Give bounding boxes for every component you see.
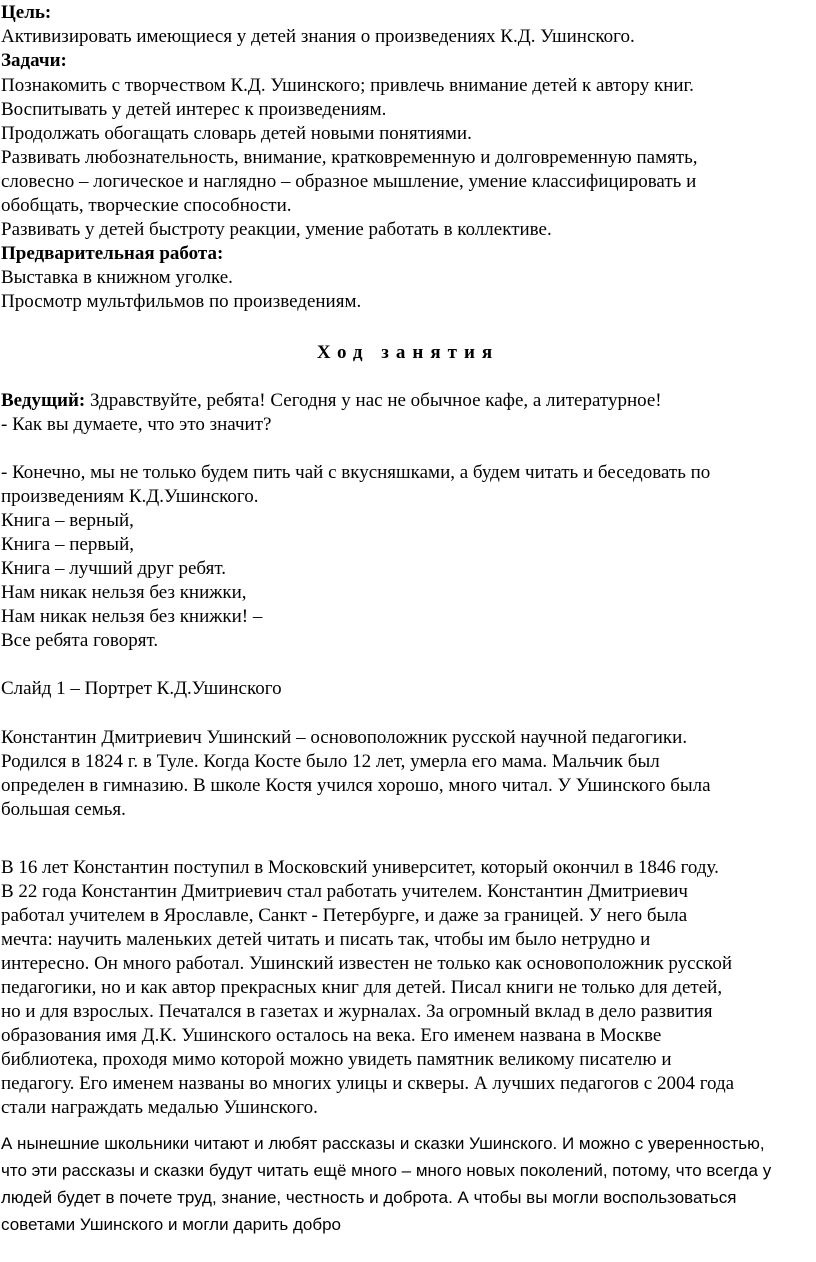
bio-line: определен в гимназию. В школе Костя учился хорошо, много читал. У Ушинского была [1, 775, 711, 796]
prep-heading: Предварительная работа: [1, 243, 224, 264]
poem-line: Книга – лучший друг ребят. [1, 558, 226, 579]
poem-line: Книга – первый, [1, 534, 134, 555]
poem-line: Все ребята говорят. [1, 630, 159, 651]
bio-line: Константин Дмитриевич Ушинский – основоположник русской научной педагогики. [1, 727, 688, 748]
prep-line: Просмотр мультфильмов по произведениям. [1, 291, 362, 312]
task-line: Познакомить с творчеством К.Д. Ушинского; привлечь внимание детей к автору книг. [1, 75, 694, 96]
task-line: словесно – логическое и наглядно – образное мышление, умение классифицировать и [1, 171, 697, 192]
bio-line: Родился в 1824 г. в Туле. Когда Косте было 12 лет, умерла его мама. Мальчик был [1, 751, 660, 772]
bio-line: В 16 лет Константин поступил в Московский университет, который окончил в 1846 году. [1, 857, 719, 878]
poem-line: Нам никак нельзя без книжки, [1, 582, 247, 603]
bio-line: работал учителем в Ярославле, Санкт - Петербурге, и даже за границей. У него была [1, 905, 688, 926]
bio-line: образования имя Д.К. Ушинского осталось на века. Его именем названа в Москве [1, 1025, 662, 1046]
bio-line: но и для взрослых. Печатался в газетах и журналах. За огромный вклад в дело развития [1, 1001, 713, 1022]
bio-line: педагогу. Его именем названы во многих улицы и скверы. А лучших педагогов с 2004 года [1, 1073, 735, 1094]
poem-line: Книга – верный, [1, 510, 134, 531]
bio-line: стали награждать медалью Ушинского. [1, 1097, 318, 1118]
task-line: обобщать, творческие способности. [1, 195, 292, 216]
lesson-title: Ход занятия [316, 342, 500, 363]
talk-line: - Конечно, мы не только будем пить чай с вкусняшками, а будем читать и беседовать по [1, 462, 711, 483]
task-line: Воспитывать у детей интерес к произведениям. [1, 99, 387, 120]
prep-line: Выставка в книжном уголке. [1, 267, 233, 288]
closing-line: людей будет в почете труд, знание, честность и доброта. А чтобы вы могли воспользоваться [1, 1188, 737, 1207]
slide-caption: Слайд 1 – Портрет К.Д.Ушинского [1, 678, 282, 699]
goal-heading: Цель: [1, 2, 52, 23]
goal-line: Активизировать имеющиеся у детей знания о произведениях К.Д. Ушинского. [1, 26, 635, 47]
intro-paragraph [1, 390, 662, 412]
bio-line: В 22 года Константин Дмитриевич стал работать учителем. Константин Дмитриевич [1, 881, 688, 902]
intro-text: Здравствуйте, ребята! Сегодня у нас не обычное кафе, а литературное! [85, 390, 662, 411]
poem-line: Нам никак нельзя без книжки! – [1, 606, 263, 627]
task-line: Развивать любознательность, внимание, кратковременную и долговременную память, [1, 147, 698, 168]
intro-line: - Как вы думаете, что это значит? [1, 414, 272, 435]
bio-line: библиотека, проходя мимо которой можно увидеть памятник великому писателю и [1, 1049, 672, 1070]
bio-line: педагогики, но и как автор прекрасных книг для детей. Писал книги не только для детей, [1, 977, 723, 998]
closing-line: А нынешние школьники читают и любят рассказы и сказки Ушинского. И можно с уверенностью, [1, 1134, 765, 1153]
talk-line: произведениям К.Д.Ушинского. [1, 486, 259, 507]
closing-line: советами Ушинского и могли дарить добро [1, 1215, 342, 1234]
speaker-label: Ведущий: [1, 390, 86, 411]
closing-line: что эти рассказы и сказки будут читать ещё много – много новых поколений, потому, что всегда у [1, 1161, 772, 1180]
bio-line: большая семья. [1, 799, 126, 820]
bio-line: мечта: научить маленьких детей читать и писать так, чтобы им было нетрудно и [1, 929, 651, 950]
tasks-heading: Задачи: [1, 50, 67, 71]
task-line: Продолжать обогащать словарь детей новыми понятиями. [1, 123, 472, 144]
bio-line: интересно. Он много работал. Ушинский известен не только как основоположник русской [1, 953, 732, 974]
task-line: Развивать у детей быстроту реакции, умение работать в коллективе. [1, 219, 552, 240]
